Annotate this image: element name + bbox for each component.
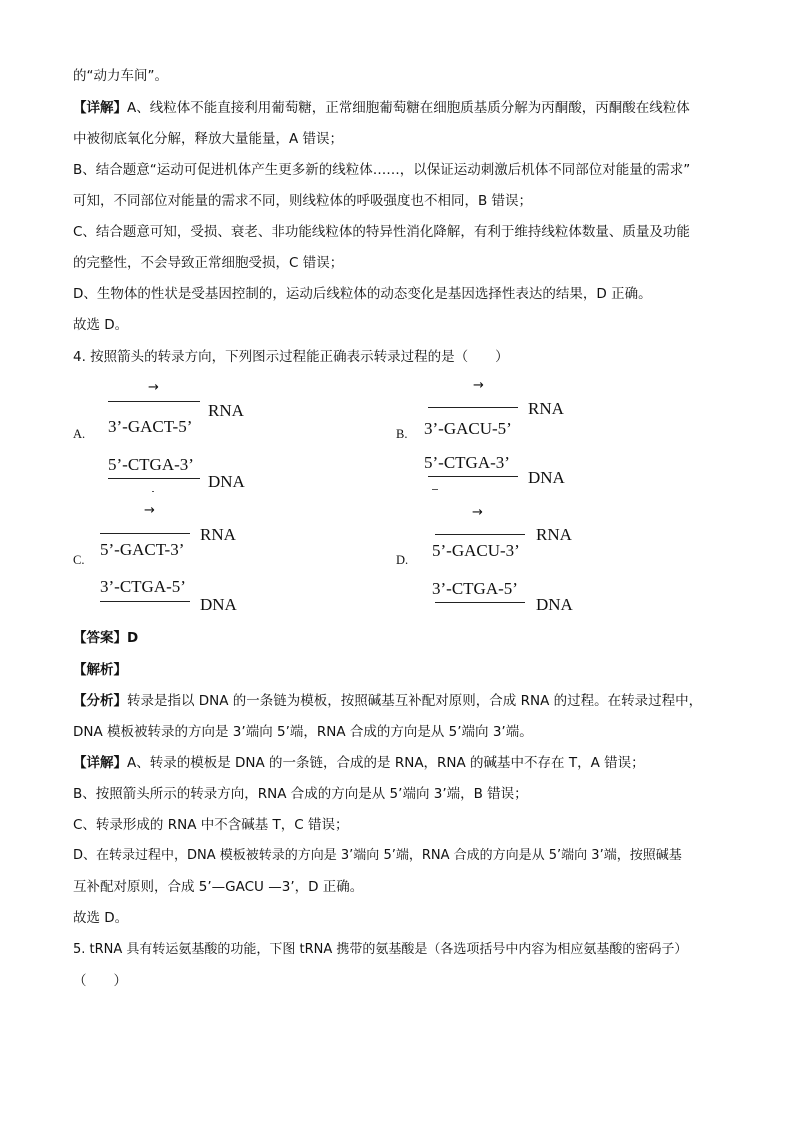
option-d-rna-line: [435, 534, 525, 535]
text-line-2-body: A、线粒体不能直接利用葡萄糖，正常细胞葡萄糖在细胞质基质分解为丙酮酸，丙酮酸在线粒体: [127, 100, 690, 116]
analysis-tag: 【分析】: [73, 693, 127, 709]
analysis-line-5: C、转录形成的 RNA 中不含碱基 T，C 错误；: [73, 817, 349, 833]
analysis-line-1-body: 转录是指以 DNA 的一条链为模板，按照碱基互补配对原则，合成 RNA 的过程。在转录过程中，: [127, 693, 703, 709]
option-a-rna-seq: 3’-GACT-5’: [108, 417, 193, 436]
option-b-rna-line: [428, 407, 518, 408]
option-b-rna-label: RNA: [528, 399, 564, 418]
option-c-rna-line: [100, 533, 190, 534]
option-c-rna-seq: 5’-GACT-3’: [100, 540, 185, 559]
option-c-dna-label: DNA: [200, 595, 237, 614]
analysis-line-7: 互补配对原则，合成 5’—GACU —3’，D 正确。: [73, 879, 364, 895]
text-line-1: 的“动力车间”。: [73, 68, 168, 84]
option-d-dna-line: [435, 602, 525, 603]
option-a-rna-label: RNA: [208, 401, 244, 420]
answer-line: 【答案】D: [73, 630, 139, 646]
question-4: 4. 按照箭头的转录方向，下列图示过程能正确表示转录过程的是（ ）: [73, 349, 509, 365]
text-line-9: 故选 D。: [73, 317, 129, 333]
option-a-dna-seq: 5’-CTGA-3’: [108, 455, 194, 474]
option-b-dna-line: [428, 476, 518, 477]
option-b-rna-seq: 3’-GACU-5’: [424, 419, 512, 438]
text-line-3: 中被彻底氧化分解，释放大量能量，A 错误；: [73, 131, 344, 147]
text-line-2: [73, 98, 690, 118]
option-d-rna-label: RNA: [536, 525, 572, 544]
detail-tag: 【详解】: [73, 100, 127, 116]
option-a-dna-label: DNA: [208, 472, 245, 491]
option-d-dna-seq: 3’-CTGA-5’: [432, 579, 518, 598]
option-d-dna-label: DNA: [536, 595, 573, 614]
analysis-line-4: B、按照箭头所示的转录方向，RNA 合成的方向是从 5’端向 3’端，B 错误；: [73, 786, 528, 802]
analysis-line-6: D、在转录过程中，DNA 模板被转录的方向是 3’端向 5’端，RNA 合成的方向是从 5’端向 3’端，按照碱基: [73, 848, 682, 863]
analysis-heading: 【解析】: [73, 662, 127, 678]
option-b-letter: B.: [396, 427, 408, 441]
text-line-4: B、结合题意“运动可促进机体产生更多新的线粒体……，以保证运动刺激后机体不同部位对能量的需求”: [73, 162, 691, 178]
question-5-bracket: （ ）: [73, 973, 127, 989]
option-c-letter: C.: [73, 553, 85, 567]
option-c-rna-label: RNA: [200, 525, 236, 544]
option-a-dna-line: [108, 478, 200, 479]
option-b-dot: [432, 489, 438, 490]
option-c-dna-seq: 3’-CTGA-5’: [100, 577, 186, 596]
analysis-line-3-body: A、转录的模板是 DNA 的一条链，合成的是 RNA，RNA 的碱基中不存在 T，A 错误；: [127, 755, 645, 771]
option-b-arrow-icon: →: [473, 378, 484, 393]
option-b-dna-seq: 5’-CTGA-3’: [424, 453, 510, 472]
analysis-line-8: 故选 D。: [73, 910, 129, 926]
option-a-dot: [152, 491, 154, 492]
option-d-rna-seq: 5’-GACU-3’: [432, 541, 520, 560]
option-a-arrow-icon: →: [148, 380, 159, 395]
text-line-6: C、结合题意可知，受损、衰老、非功能线粒体的特异性消化降解，有利于维持线粒体数量、质量及功能: [73, 224, 690, 240]
analysis-line-2: DNA 模板被转录的方向是 3’端向 5’端，RNA 合成的方向是从 5’端向 3’端。: [73, 724, 533, 740]
option-a-letter: A.: [73, 427, 86, 441]
option-c-arrow-icon: →: [144, 503, 155, 518]
option-a-rna-line: [108, 401, 200, 402]
option-d-arrow-icon: →: [472, 505, 483, 520]
detail-tag-2: 【详解】: [73, 755, 127, 771]
option-d-letter: D.: [396, 553, 409, 567]
analysis-line-3: [73, 753, 645, 773]
option-b-dna-label: DNA: [528, 468, 565, 487]
text-line-8: D、生物体的性状是受基因控制的，运动后线粒体的动态变化是基因选择性表达的结果，D 正确。: [73, 286, 652, 302]
option-c-dna-line: [100, 601, 190, 602]
text-line-7: 的完整性，不会导致正常细胞受损，C 错误；: [73, 255, 344, 271]
question-5: 5. tRNA 具有转运氨基酸的功能，下图 tRNA 携带的氨基酸是（各选项括号中内容为相应氨基酸的密码子）: [73, 942, 688, 957]
text-line-5: 可知，不同部位对能量的需求不同，则线粒体的呼吸强度也不相同，B 错误；: [73, 193, 533, 209]
analysis-line-1: [73, 691, 702, 711]
